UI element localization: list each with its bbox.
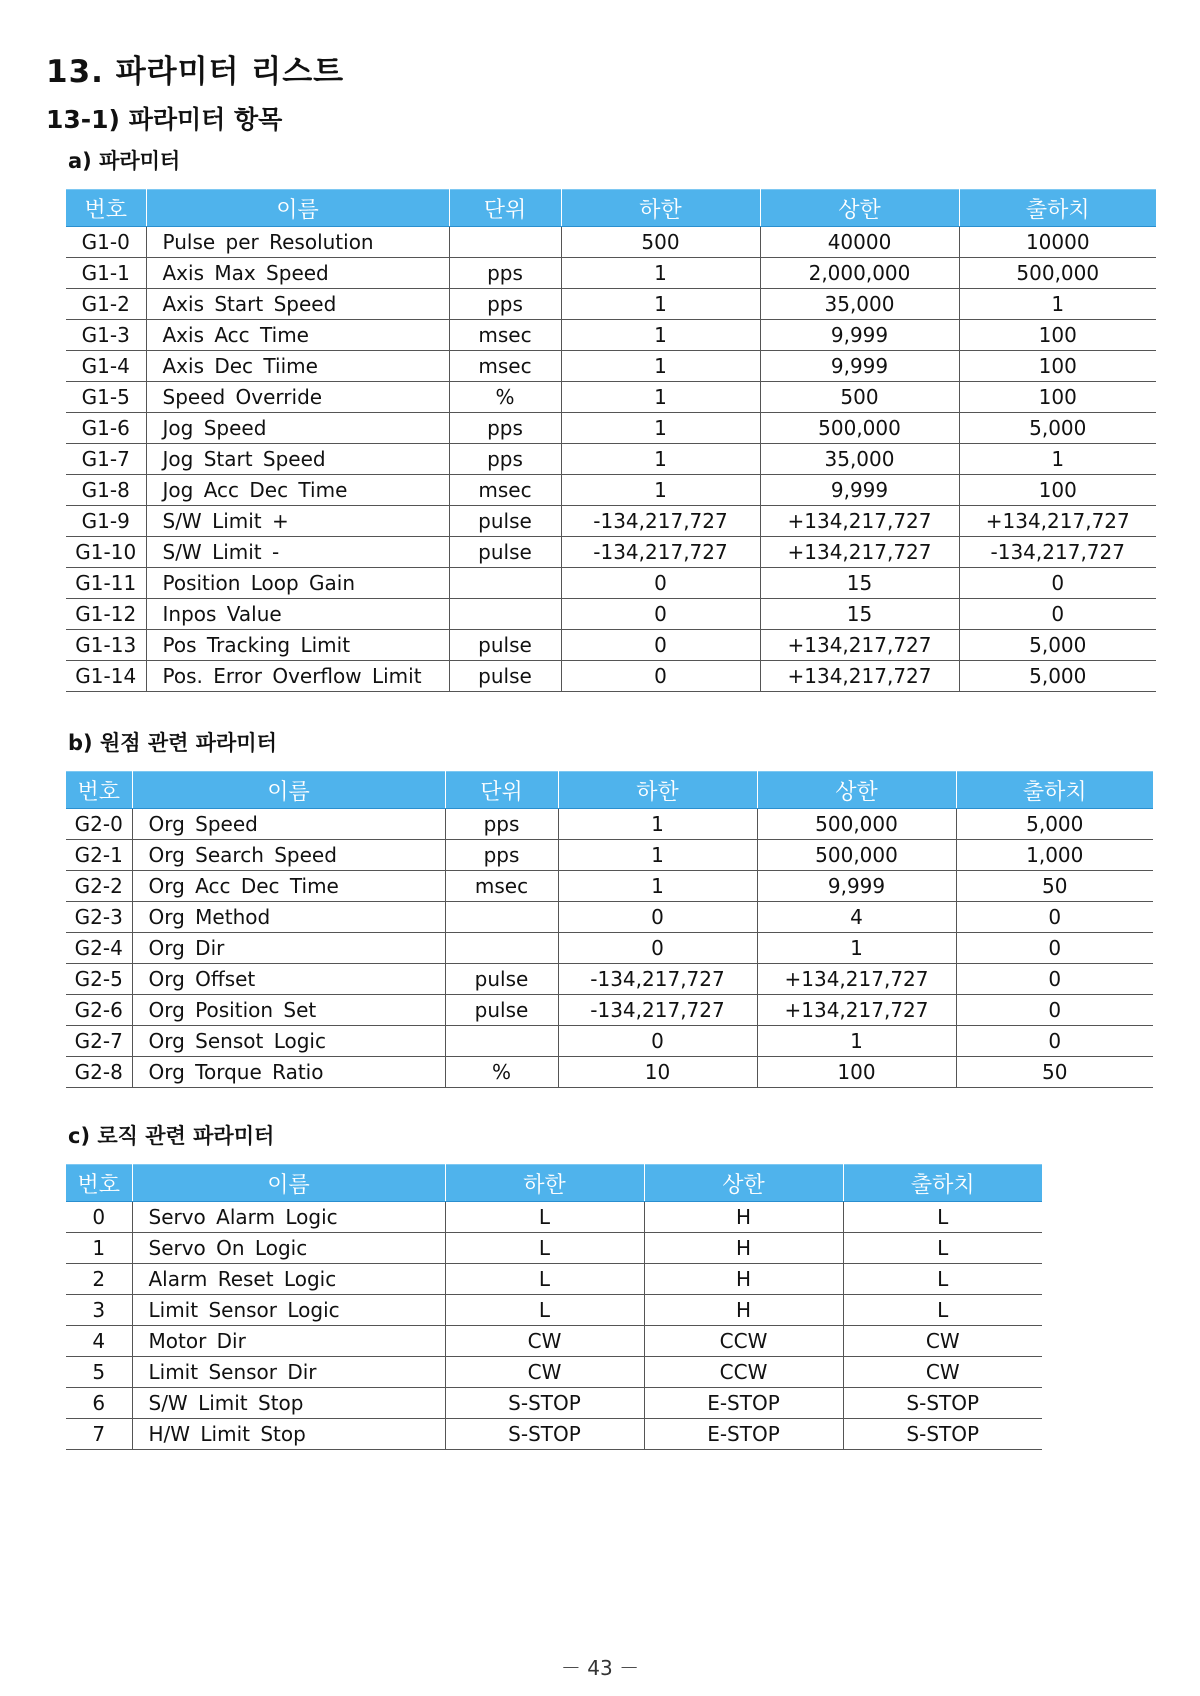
table-cell: +134,217,727 — [760, 630, 959, 661]
table-cell: 0 — [558, 933, 757, 964]
table-cell: 1,000 — [956, 840, 1153, 871]
table-cell: +134,217,727 — [959, 506, 1156, 537]
table-cell — [445, 902, 558, 933]
table-cell: H — [644, 1295, 843, 1326]
table-cell: 15 — [760, 599, 959, 630]
table-cell: msec — [449, 475, 561, 506]
table-cell — [449, 568, 561, 599]
table-cell: G1-9 — [66, 506, 146, 537]
heading-parameters: a) 파라미터 — [68, 149, 181, 173]
parameter-name-cell: Axis Dec Tiime — [146, 351, 449, 382]
table-cell: 500,000 — [757, 840, 956, 871]
parameter-name-cell: H/W Limit Stop — [132, 1419, 445, 1450]
table-cell: G2-6 — [66, 995, 132, 1026]
table-cell: 1 — [959, 444, 1156, 475]
table-row — [66, 902, 1153, 933]
table-row — [66, 661, 1156, 692]
table-cell: 1 — [561, 351, 760, 382]
table-row — [66, 599, 1156, 630]
table-cell — [449, 599, 561, 630]
table-cell: +134,217,727 — [760, 537, 959, 568]
table-row — [66, 475, 1156, 506]
table-cell: pulse — [445, 964, 558, 995]
column-header: 상한 — [760, 190, 959, 227]
table-cell: 2 — [66, 1264, 132, 1295]
parameter-name-cell: Pulse per Resolution — [146, 227, 449, 258]
table-row — [66, 1026, 1153, 1057]
table-cell: 50 — [956, 1057, 1153, 1088]
table-cell: G2-0 — [66, 809, 132, 840]
table-cell: +134,217,727 — [760, 506, 959, 537]
table-cell: G2-1 — [66, 840, 132, 871]
parameter-name-cell: Org Position Set — [132, 995, 445, 1026]
table-row — [66, 933, 1153, 964]
table-header-row — [66, 772, 1153, 809]
table-cell: G1-14 — [66, 661, 146, 692]
table-row — [66, 289, 1156, 320]
table-row — [66, 1326, 1042, 1357]
table-cell: -134,217,727 — [558, 964, 757, 995]
table-cell: 3 — [66, 1295, 132, 1326]
table-cell: G1-8 — [66, 475, 146, 506]
table-cell: msec — [445, 871, 558, 902]
table-row — [66, 840, 1153, 871]
table-cell: msec — [449, 351, 561, 382]
table-cell: 9,999 — [760, 351, 959, 382]
parameter-name-cell: Jog Acc Dec Time — [146, 475, 449, 506]
column-header: 단위 — [449, 190, 561, 227]
table-row — [66, 1357, 1042, 1388]
table-cell: 4 — [66, 1326, 132, 1357]
parameter-name-cell: Servo Alarm Logic — [132, 1202, 445, 1233]
table-cell: G1-11 — [66, 568, 146, 599]
column-header: 번호 — [66, 772, 132, 809]
column-header: 하한 — [558, 772, 757, 809]
parameter-name-cell: Org Offset — [132, 964, 445, 995]
table-cell: CW — [445, 1357, 644, 1388]
table-row — [66, 537, 1156, 568]
table-cell: 100 — [959, 475, 1156, 506]
table-cell: pps — [449, 289, 561, 320]
table-body — [66, 1202, 1042, 1450]
table-cell: E-STOP — [644, 1419, 843, 1450]
parameter-name-cell: Pos Tracking Limit — [146, 630, 449, 661]
heading-origin-parameters: b) 원점 관련 파라미터 — [68, 731, 277, 755]
table-cell: 0 — [561, 661, 760, 692]
table-cell: 10 — [558, 1057, 757, 1088]
heading-logic-parameters: c) 로직 관련 파라미터 — [68, 1124, 275, 1148]
parameter-name-cell: S/W Limit + — [146, 506, 449, 537]
parameter-name-cell: Speed Override — [146, 382, 449, 413]
table-row — [66, 1419, 1042, 1450]
table-cell: pps — [449, 258, 561, 289]
table-cell: +134,217,727 — [757, 995, 956, 1026]
table-cell: 1 — [66, 1233, 132, 1264]
table-cell: -134,217,727 — [561, 537, 760, 568]
column-header: 단위 — [445, 772, 558, 809]
table-cell: +134,217,727 — [760, 661, 959, 692]
table-cell: G2-2 — [66, 871, 132, 902]
table-cell: 10000 — [959, 227, 1156, 258]
table-cell: G1-2 — [66, 289, 146, 320]
table-cell: 1 — [561, 413, 760, 444]
table-cell: CCW — [644, 1357, 843, 1388]
table-cell: G1-0 — [66, 227, 146, 258]
table-cell: L — [843, 1233, 1042, 1264]
table-cell — [445, 1026, 558, 1057]
table-row — [66, 630, 1156, 661]
table-cell: 100 — [757, 1057, 956, 1088]
table-cell: pulse — [445, 995, 558, 1026]
table-cell: 500,000 — [757, 809, 956, 840]
parameter-name-cell: Org Search Speed — [132, 840, 445, 871]
page-number: － 43 － — [560, 1656, 640, 1680]
table-cell: L — [445, 1233, 644, 1264]
table-cell: 500 — [561, 227, 760, 258]
table-cell: 1 — [757, 933, 956, 964]
table-cell: 0 — [558, 1026, 757, 1057]
table-cell: 5,000 — [959, 630, 1156, 661]
table-cell: pps — [445, 809, 558, 840]
table-cell: pulse — [449, 537, 561, 568]
column-header: 상한 — [757, 772, 956, 809]
table-row — [66, 382, 1156, 413]
table-row — [66, 227, 1156, 258]
table-cell: msec — [449, 320, 561, 351]
table-cell: S-STOP — [445, 1419, 644, 1450]
table-row — [66, 871, 1153, 902]
table-cell: 0 — [956, 1026, 1153, 1057]
table-cell: CW — [445, 1326, 644, 1357]
parameter-name-cell: Org Torque Ratio — [132, 1057, 445, 1088]
table-cell: 0 — [956, 933, 1153, 964]
parameter-name-cell: Servo On Logic — [132, 1233, 445, 1264]
parameter-name-cell: Org Sensot Logic — [132, 1026, 445, 1057]
table-cell — [449, 227, 561, 258]
table-row — [66, 1388, 1042, 1419]
table-cell: CCW — [644, 1326, 843, 1357]
table-cell: 50 — [956, 871, 1153, 902]
table-row — [66, 1057, 1153, 1088]
table-cell: 35,000 — [760, 444, 959, 475]
table-row — [66, 444, 1156, 475]
table-cell: 1 — [558, 809, 757, 840]
table-cell: H — [644, 1202, 843, 1233]
parameter-name-cell: Jog Speed — [146, 413, 449, 444]
table-cell: 0 — [66, 1202, 132, 1233]
parameter-table-c — [66, 1164, 1042, 1450]
table-cell: L — [445, 1264, 644, 1295]
table-cell: 100 — [959, 382, 1156, 413]
table-row — [66, 506, 1156, 537]
parameter-table-a — [66, 189, 1156, 692]
column-header: 이름 — [146, 190, 449, 227]
table-cell: G1-6 — [66, 413, 146, 444]
table-cell: G1-5 — [66, 382, 146, 413]
table-cell: -134,217,727 — [558, 995, 757, 1026]
parameter-name-cell: Org Speed — [132, 809, 445, 840]
table-cell: 2,000,000 — [760, 258, 959, 289]
table-body — [66, 227, 1156, 692]
table-cell: 100 — [959, 320, 1156, 351]
table-row — [66, 1202, 1042, 1233]
column-header: 출하치 — [843, 1165, 1042, 1202]
table-cell: 0 — [959, 599, 1156, 630]
table-row — [66, 1233, 1042, 1264]
table-cell: 0 — [959, 568, 1156, 599]
table-cell: 1 — [757, 1026, 956, 1057]
table-cell: 5,000 — [959, 661, 1156, 692]
table-cell: 4 — [757, 902, 956, 933]
table-row — [66, 351, 1156, 382]
table-cell: 500,000 — [959, 258, 1156, 289]
column-header: 번호 — [66, 190, 146, 227]
table-row — [66, 964, 1153, 995]
column-header: 이름 — [132, 772, 445, 809]
table-cell: 40000 — [760, 227, 959, 258]
table-cell: % — [445, 1057, 558, 1088]
table-cell: 9,999 — [760, 475, 959, 506]
column-header: 출하치 — [956, 772, 1153, 809]
table-cell: S-STOP — [445, 1388, 644, 1419]
table-cell: pulse — [449, 630, 561, 661]
table-cell: G1-13 — [66, 630, 146, 661]
parameter-name-cell: Axis Acc Time — [146, 320, 449, 351]
table-cell: 0 — [956, 995, 1153, 1026]
parameter-name-cell: Limit Sensor Logic — [132, 1295, 445, 1326]
table-cell: G1-12 — [66, 599, 146, 630]
column-header: 번호 — [66, 1165, 132, 1202]
table-cell: 5,000 — [956, 809, 1153, 840]
table-cell: G1-3 — [66, 320, 146, 351]
table-body — [66, 809, 1153, 1088]
column-header: 하한 — [561, 190, 760, 227]
table-cell: 9,999 — [757, 871, 956, 902]
table-cell: 1 — [561, 289, 760, 320]
page-title: 13. 파라미터 리스트 — [46, 54, 345, 90]
table-row — [66, 413, 1156, 444]
table-cell: 0 — [561, 568, 760, 599]
table-cell: L — [445, 1202, 644, 1233]
parameter-name-cell: Inpos Value — [146, 599, 449, 630]
table-cell: 15 — [760, 568, 959, 599]
table-header-row — [66, 190, 1156, 227]
column-header: 이름 — [132, 1165, 445, 1202]
table-row — [66, 809, 1153, 840]
table-row — [66, 320, 1156, 351]
table-cell: 100 — [959, 351, 1156, 382]
table-cell: 1 — [561, 258, 760, 289]
table-cell: 1 — [561, 475, 760, 506]
table-cell: 6 — [66, 1388, 132, 1419]
table-row — [66, 1295, 1042, 1326]
parameter-name-cell: Limit Sensor Dir — [132, 1357, 445, 1388]
table-cell: L — [843, 1202, 1042, 1233]
table-cell: H — [644, 1233, 843, 1264]
table-cell: S-STOP — [843, 1388, 1042, 1419]
table-cell: 500 — [760, 382, 959, 413]
table-cell: CW — [843, 1357, 1042, 1388]
table-cell: 5 — [66, 1357, 132, 1388]
table-cell: E-STOP — [644, 1388, 843, 1419]
parameter-name-cell: Org Method — [132, 902, 445, 933]
table-cell: -134,217,727 — [561, 506, 760, 537]
table-cell: -134,217,727 — [959, 537, 1156, 568]
table-cell: 0 — [956, 964, 1153, 995]
parameter-name-cell: Jog Start Speed — [146, 444, 449, 475]
table-cell: pulse — [449, 506, 561, 537]
table-cell: S-STOP — [843, 1419, 1042, 1450]
table-cell: 1 — [561, 444, 760, 475]
table-cell: 7 — [66, 1419, 132, 1450]
table-cell: G2-4 — [66, 933, 132, 964]
table-cell: 500,000 — [760, 413, 959, 444]
table-cell: 9,999 — [760, 320, 959, 351]
table-cell: H — [644, 1264, 843, 1295]
table-cell: 1 — [558, 840, 757, 871]
parameter-name-cell: Pos. Error Overflow Limit — [146, 661, 449, 692]
parameter-table-b — [66, 771, 1153, 1088]
parameter-name-cell: Axis Start Speed — [146, 289, 449, 320]
column-header: 하한 — [445, 1165, 644, 1202]
table-row — [66, 1264, 1042, 1295]
table-cell: G1-10 — [66, 537, 146, 568]
parameter-name-cell: Org Acc Dec Time — [132, 871, 445, 902]
table-cell: pps — [449, 444, 561, 475]
table-cell: 0 — [558, 902, 757, 933]
table-cell — [445, 933, 558, 964]
table-cell: 0 — [956, 902, 1153, 933]
table-row — [66, 258, 1156, 289]
column-header: 상한 — [644, 1165, 843, 1202]
table-cell: +134,217,727 — [757, 964, 956, 995]
table-header-row — [66, 1165, 1042, 1202]
parameter-name-cell: Org Dir — [132, 933, 445, 964]
parameter-name-cell: Motor Dir — [132, 1326, 445, 1357]
table-cell: pps — [449, 413, 561, 444]
table-cell: 0 — [561, 599, 760, 630]
parameter-name-cell: S/W Limit Stop — [132, 1388, 445, 1419]
table-row — [66, 995, 1153, 1026]
table-cell: 1 — [561, 320, 760, 351]
table-cell: G2-3 — [66, 902, 132, 933]
table-cell: G2-5 — [66, 964, 132, 995]
column-header: 출하치 — [959, 190, 1156, 227]
table-cell: G2-8 — [66, 1057, 132, 1088]
parameter-name-cell: Position Loop Gain — [146, 568, 449, 599]
table-cell: 1 — [558, 871, 757, 902]
table-cell: G1-7 — [66, 444, 146, 475]
table-cell: 5,000 — [959, 413, 1156, 444]
table-cell: CW — [843, 1326, 1042, 1357]
parameter-name-cell: Axis Max Speed — [146, 258, 449, 289]
table-cell: 35,000 — [760, 289, 959, 320]
parameter-name-cell: Alarm Reset Logic — [132, 1264, 445, 1295]
table-cell: G2-7 — [66, 1026, 132, 1057]
parameter-name-cell: S/W Limit - — [146, 537, 449, 568]
table-cell: G1-4 — [66, 351, 146, 382]
table-cell: 1 — [561, 382, 760, 413]
table-cell: pps — [445, 840, 558, 871]
table-cell: L — [843, 1295, 1042, 1326]
table-cell: L — [445, 1295, 644, 1326]
table-row — [66, 568, 1156, 599]
table-cell: L — [843, 1264, 1042, 1295]
table-cell: % — [449, 382, 561, 413]
section-subtitle: 13-1) 파라미터 항목 — [46, 105, 283, 134]
table-cell: 1 — [959, 289, 1156, 320]
table-cell: pulse — [449, 661, 561, 692]
table-cell: G1-1 — [66, 258, 146, 289]
table-cell: 0 — [561, 630, 760, 661]
